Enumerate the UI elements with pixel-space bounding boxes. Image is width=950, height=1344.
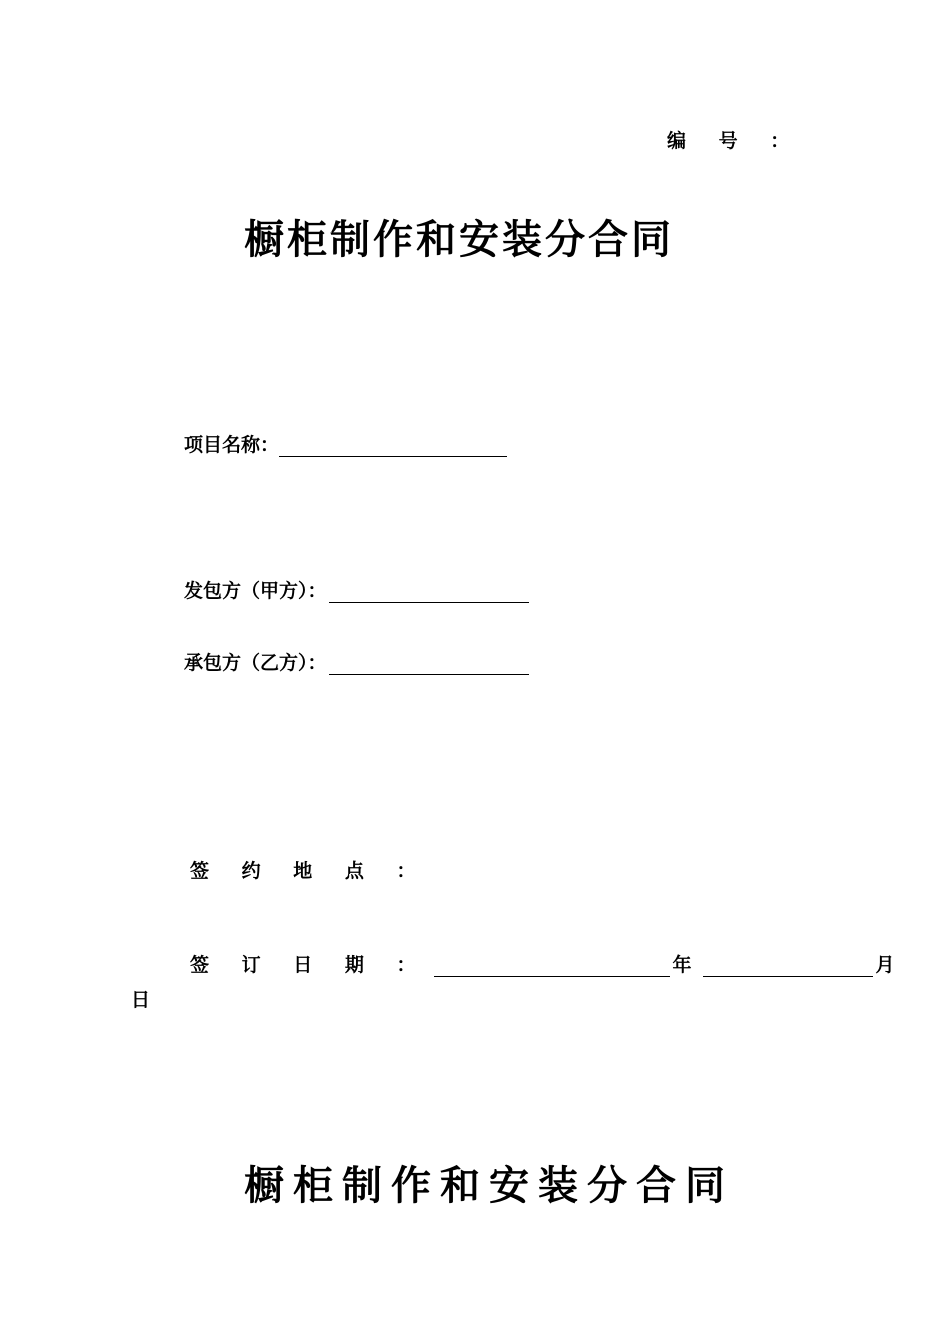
sign-date-field <box>190 950 895 977</box>
party-b-label: 承包方（乙方）： <box>184 652 327 674</box>
year-label: 年 <box>672 954 692 976</box>
party-b-blank-line[interactable] <box>329 654 529 675</box>
project-name-blank-line[interactable] <box>279 436 507 457</box>
party-b-field <box>184 648 529 675</box>
month-label: 月 <box>875 954 895 976</box>
document-number-label: 编 号 ： <box>667 130 803 152</box>
project-name-field <box>184 430 507 457</box>
party-a-blank-line[interactable] <box>329 582 529 603</box>
month-blank-line[interactable] <box>703 956 873 977</box>
party-a-field <box>184 576 529 603</box>
day-label: 日 <box>131 989 151 1011</box>
year-blank-line[interactable] <box>434 956 670 977</box>
project-name-label: 项目名称： <box>184 434 280 456</box>
second-page-title: 橱柜制作和安装分合同 <box>244 1163 734 1209</box>
sign-place-label: 签 约 地 点 ： <box>190 860 429 882</box>
contract-title: 橱柜制作和安装分合同 <box>244 217 674 263</box>
party-a-label: 发包方（甲方）： <box>184 580 327 602</box>
sign-date-label: 签 订 日 期 ： <box>190 954 429 976</box>
